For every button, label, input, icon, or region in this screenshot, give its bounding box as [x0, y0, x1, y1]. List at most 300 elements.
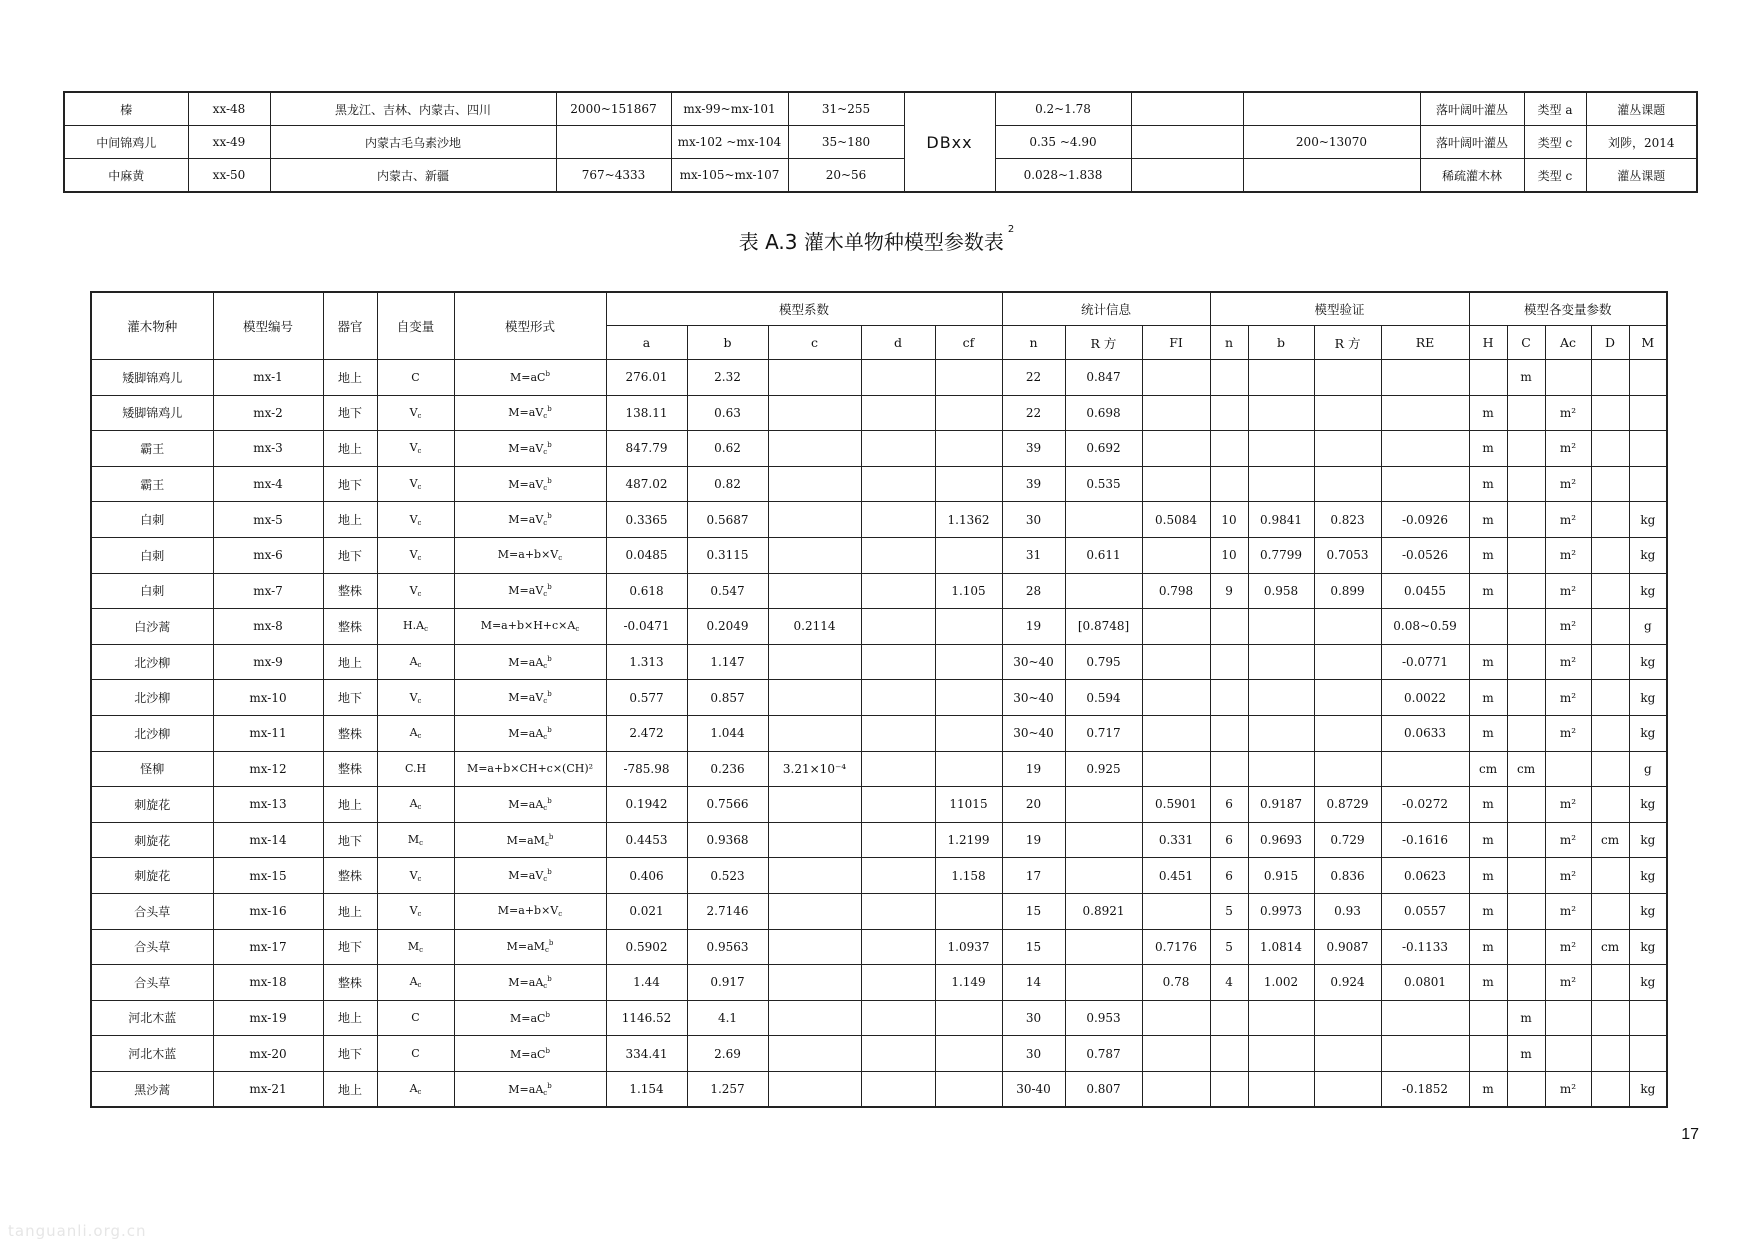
table-cell [1381, 751, 1469, 787]
table-cell: 0.3115 [687, 537, 768, 573]
table-cell: 矮脚锦鸡儿 [91, 395, 213, 431]
table-cell [1591, 609, 1629, 645]
table-cell [1591, 395, 1629, 431]
table-cell [861, 395, 935, 431]
table-cell: $M=aV_c^b$ [454, 573, 606, 609]
table-cell [1381, 431, 1469, 467]
table-cell [1507, 822, 1545, 858]
table-cell: $M=a+b\times H+c\times A_c$ [454, 609, 606, 645]
table-cell: $M=aA_c^b$ [454, 965, 606, 1001]
table-cell: 0.9563 [687, 929, 768, 965]
table-cell: 0.0557 [1381, 893, 1469, 929]
table-cell: m [1469, 929, 1507, 965]
table-cell: g [1629, 609, 1667, 645]
header-organ: 器官 [323, 292, 377, 360]
table-cell: 1.158 [935, 858, 1002, 894]
table-cell [1065, 929, 1142, 965]
cell-range-2: 0.2~1.78 [995, 92, 1131, 126]
table-cell: $M=aM_c^b$ [454, 929, 606, 965]
table-cell [1065, 822, 1142, 858]
table-cell: 1.147 [687, 644, 768, 680]
table-cell: mx-12 [213, 751, 323, 787]
table-cell: 15 [1002, 929, 1065, 965]
table-cell: 0.577 [606, 680, 687, 716]
table-cell: 4 [1210, 965, 1248, 1001]
table-cell [861, 609, 935, 645]
table-cell: 黑沙蒿 [91, 1071, 213, 1107]
table-cell: mx-15 [213, 858, 323, 894]
table-cell: mx-18 [213, 965, 323, 1001]
table-cell: 0.618 [606, 573, 687, 609]
table-cell [1591, 573, 1629, 609]
table-cell [1248, 609, 1314, 645]
table-cell: kg [1629, 644, 1667, 680]
table-cell [1507, 787, 1545, 823]
table-cell: 合头草 [91, 929, 213, 965]
table-cell [768, 680, 861, 716]
table-cell: 28 [1002, 573, 1065, 609]
table-cell: C [377, 1036, 454, 1072]
table-cell: 10 [1210, 537, 1248, 573]
table-cell: $H.A_c$ [377, 609, 454, 645]
table-cell [1629, 431, 1667, 467]
table-cell: 30~40 [1002, 715, 1065, 751]
table-cell: $M=aV_c^b$ [454, 858, 606, 894]
table-cell: 0.692 [1065, 431, 1142, 467]
table-cell: 1.313 [606, 644, 687, 680]
table-cell [768, 537, 861, 573]
table-cell: 北沙柳 [91, 644, 213, 680]
table-row [91, 466, 1667, 502]
table-cell [861, 466, 935, 502]
table-cell: $A_c$ [377, 787, 454, 823]
cell-model-range: mx-102 ~mx-104 [671, 126, 788, 159]
table-cell [935, 644, 1002, 680]
table-cell: 0.5687 [687, 502, 768, 538]
table-cell: 0.594 [1065, 680, 1142, 716]
table-cell: $M=aM_c^b$ [454, 822, 606, 858]
table-cell: 白刺 [91, 573, 213, 609]
table-cell: 0.915 [1248, 858, 1314, 894]
cell-region: 内蒙古、新疆 [270, 159, 556, 193]
table-cell: m² [1545, 395, 1591, 431]
subheader-12: H [1469, 326, 1507, 360]
table-cell [768, 431, 861, 467]
table-cell [1507, 395, 1545, 431]
table-row [91, 858, 1667, 894]
table-cell: $M=aC^b$ [454, 1000, 606, 1036]
table-cell: 0.958 [1248, 573, 1314, 609]
table-cell: m [1469, 680, 1507, 716]
table-cell: 22 [1002, 395, 1065, 431]
table-cell: mx-8 [213, 609, 323, 645]
table-cell: 2.69 [687, 1036, 768, 1072]
table-cell: -0.1616 [1381, 822, 1469, 858]
table-cell: 0.82 [687, 466, 768, 502]
table-cell: 刺旋花 [91, 787, 213, 823]
table-cell: -0.0771 [1381, 644, 1469, 680]
table-cell: 1.044 [687, 715, 768, 751]
table-cell: 847.79 [606, 431, 687, 467]
table-cell [935, 1000, 1002, 1036]
table-cell: 15 [1002, 893, 1065, 929]
table-cell: 1.1362 [935, 502, 1002, 538]
table-cell [1381, 466, 1469, 502]
subheader-11: RE [1381, 326, 1469, 360]
table-cell: 整株 [323, 715, 377, 751]
table-cell: 地下 [323, 537, 377, 573]
table-cell [935, 360, 1002, 396]
table-cell [1314, 1071, 1381, 1107]
cell-class-type: 类型 c [1524, 159, 1586, 193]
table-cell [1507, 644, 1545, 680]
table-cell: 30 [1002, 502, 1065, 538]
table-row [91, 1071, 1667, 1107]
cell-source: 灌丛课题 [1586, 159, 1697, 193]
table-cell: $V_c$ [377, 466, 454, 502]
table-cell: 地上 [323, 787, 377, 823]
table-cell [1142, 751, 1210, 787]
subheader-6: R 方 [1065, 326, 1142, 360]
table-cell: mx-21 [213, 1071, 323, 1107]
header-variable: 自变量 [377, 292, 454, 360]
table-cell: $A_c$ [377, 715, 454, 751]
cell-dbxx: DBxx [904, 92, 995, 192]
table-cell: m² [1545, 715, 1591, 751]
table-cell [1591, 893, 1629, 929]
table-cell [768, 929, 861, 965]
table-cell [1469, 1000, 1507, 1036]
table-cell: -0.0471 [606, 609, 687, 645]
table-cell: 0.787 [1065, 1036, 1142, 1072]
table-cell: 5 [1210, 893, 1248, 929]
table-title-footnote-mark: 2 [1007, 224, 1015, 235]
table-cell [768, 466, 861, 502]
table-cell: 0.925 [1065, 751, 1142, 787]
table-cell [1248, 1071, 1314, 1107]
table-cell [1248, 431, 1314, 467]
table-cell: 0.8729 [1314, 787, 1381, 823]
table-cell [1314, 1000, 1381, 1036]
table-cell [935, 537, 1002, 573]
table-cell [1065, 787, 1142, 823]
table-cell [1507, 858, 1545, 894]
table-cell: 0.0801 [1381, 965, 1469, 1001]
continuation-row [64, 159, 1697, 193]
table-cell [1591, 715, 1629, 751]
table-cell: 0.523 [687, 858, 768, 894]
table-cell: 11015 [935, 787, 1002, 823]
table-cell: 1.105 [935, 573, 1002, 609]
table-cell: 0.7176 [1142, 929, 1210, 965]
table-cell: 河北木蓝 [91, 1000, 213, 1036]
table-cell: 0.08~0.59 [1381, 609, 1469, 645]
table-cell: mx-1 [213, 360, 323, 396]
table-cell: 地下 [323, 822, 377, 858]
table-cell: 地上 [323, 431, 377, 467]
table-cell [935, 431, 1002, 467]
table-cell [768, 395, 861, 431]
table-cell: kg [1629, 715, 1667, 751]
table-cell [1248, 715, 1314, 751]
table-cell [1210, 466, 1248, 502]
table-cell: 276.01 [606, 360, 687, 396]
table-cell [1507, 573, 1545, 609]
table-cell: $M_c$ [377, 929, 454, 965]
table-cell: mx-10 [213, 680, 323, 716]
header-variable-units: 模型各变量参数 [1469, 292, 1667, 326]
table-cell: 2.472 [606, 715, 687, 751]
table-cell: m² [1545, 573, 1591, 609]
table-cell [1314, 431, 1381, 467]
table-cell [768, 893, 861, 929]
table-row [91, 431, 1667, 467]
table-cell: 6 [1210, 822, 1248, 858]
table-cell [1210, 360, 1248, 396]
table-cell [1065, 858, 1142, 894]
continuation-table [63, 91, 1698, 193]
table-cell [1629, 1036, 1667, 1072]
table-cell [1381, 395, 1469, 431]
table-cell: $M=aA_c^b$ [454, 715, 606, 751]
table-cell: 14 [1002, 965, 1065, 1001]
cell-code: xx-50 [188, 159, 270, 193]
table-cell: 10 [1210, 502, 1248, 538]
table-cell [1142, 680, 1210, 716]
subheader-5: n [1002, 326, 1065, 360]
table-cell [1210, 1036, 1248, 1072]
table-cell [1065, 573, 1142, 609]
table-cell [1248, 1036, 1314, 1072]
table-row [91, 609, 1667, 645]
table-cell: 0.795 [1065, 644, 1142, 680]
table-cell [768, 965, 861, 1001]
table-cell [1591, 680, 1629, 716]
table-cell [935, 1071, 1002, 1107]
table-cell [1314, 680, 1381, 716]
table-cell: 霸王 [91, 431, 213, 467]
table-cell [935, 715, 1002, 751]
table-cell: 0.5084 [1142, 502, 1210, 538]
table-cell: 白沙蒿 [91, 609, 213, 645]
table-cell: 2.7146 [687, 893, 768, 929]
table-cell: -0.1852 [1381, 1071, 1469, 1107]
table-cell: 0.9973 [1248, 893, 1314, 929]
table-cell: 0.847 [1065, 360, 1142, 396]
table-cell: 0.451 [1142, 858, 1210, 894]
table-cell [1591, 965, 1629, 1001]
table-cell [1469, 1036, 1507, 1072]
table-cell [861, 431, 935, 467]
cell-col9 [1131, 126, 1243, 159]
table-cell: 0.9087 [1314, 929, 1381, 965]
table-row [91, 751, 1667, 787]
table-cell: 地上 [323, 1071, 377, 1107]
table-cell [1314, 644, 1381, 680]
table-cell: mx-11 [213, 715, 323, 751]
table-cell [1248, 680, 1314, 716]
table-cell: $M_c$ [377, 822, 454, 858]
table-row [91, 715, 1667, 751]
subheader-9: b [1248, 326, 1314, 360]
table-cell: 0.899 [1314, 573, 1381, 609]
table-cell: C [377, 360, 454, 396]
table-cell: 30~40 [1002, 644, 1065, 680]
table-cell [1545, 1000, 1591, 1036]
table-cell [1210, 1071, 1248, 1107]
table-cell: 整株 [323, 858, 377, 894]
table-cell: 0.9368 [687, 822, 768, 858]
table-cell: kg [1629, 858, 1667, 894]
table-cell [1210, 609, 1248, 645]
table-cell [861, 502, 935, 538]
table-cell: m² [1545, 965, 1591, 1001]
table-cell: $A_c$ [377, 965, 454, 1001]
table-cell: 0.2049 [687, 609, 768, 645]
table-cell: 0.698 [1065, 395, 1142, 431]
table-cell [1591, 1000, 1629, 1036]
subheader-10: R 方 [1314, 326, 1381, 360]
table-cell: mx-19 [213, 1000, 323, 1036]
table-cell: 白刺 [91, 502, 213, 538]
table-cell: -0.0272 [1381, 787, 1469, 823]
table-cell: $V_c$ [377, 431, 454, 467]
cell-range-1 [556, 126, 671, 159]
table-cell: 0.7566 [687, 787, 768, 823]
table-cell [1142, 1071, 1210, 1107]
table-cell: 3.21×10⁻⁴ [768, 751, 861, 787]
table-cell: kg [1629, 822, 1667, 858]
table-cell [768, 787, 861, 823]
table-cell: 地上 [323, 1000, 377, 1036]
table-cell: 487.02 [606, 466, 687, 502]
table-cell [1591, 1036, 1629, 1072]
subheader-15: D [1591, 326, 1629, 360]
table-cell: -0.0926 [1381, 502, 1469, 538]
table-cell [1591, 751, 1629, 787]
table-cell: kg [1629, 893, 1667, 929]
table-cell: 1.257 [687, 1071, 768, 1107]
table-cell: g [1629, 751, 1667, 787]
table-cell: 0.331 [1142, 822, 1210, 858]
subheader-8: n [1210, 326, 1248, 360]
table-cell [935, 680, 1002, 716]
table-cell: $A_c$ [377, 1071, 454, 1107]
cell-source: 刘陟，2014 [1586, 126, 1697, 159]
table-cell: 0.5901 [1142, 787, 1210, 823]
table-cell [1065, 502, 1142, 538]
table-cell: 0.798 [1142, 573, 1210, 609]
table-cell [1591, 787, 1629, 823]
table-cell: 地下 [323, 1036, 377, 1072]
table-cell: mx-7 [213, 573, 323, 609]
table-cell: m² [1545, 502, 1591, 538]
table-cell: 霸王 [91, 466, 213, 502]
cell-region: 内蒙古毛乌素沙地 [270, 126, 556, 159]
table-cell: $V_c$ [377, 858, 454, 894]
table-cell: 0.535 [1065, 466, 1142, 502]
table-cell [1629, 1000, 1667, 1036]
table-cell: [0.8748] [1065, 609, 1142, 645]
table-cell [768, 573, 861, 609]
table-cell [1591, 431, 1629, 467]
table-cell [768, 1000, 861, 1036]
table-cell: mx-3 [213, 431, 323, 467]
table-cell [1248, 1000, 1314, 1036]
table-cell: mx-5 [213, 502, 323, 538]
table-cell: $V_c$ [377, 502, 454, 538]
table-cell: 1.002 [1248, 965, 1314, 1001]
cell-code: xx-49 [188, 126, 270, 159]
table-cell: 1.0937 [935, 929, 1002, 965]
table-cell: 0.406 [606, 858, 687, 894]
cell-source: 灌丛课题 [1586, 92, 1697, 126]
table-cell: mx-14 [213, 822, 323, 858]
table-cell [768, 1036, 861, 1072]
table-cell: 0.8921 [1065, 893, 1142, 929]
cell-col9 [1131, 92, 1243, 126]
table-cell [1142, 893, 1210, 929]
table-cell: m [1469, 1071, 1507, 1107]
table-cell [768, 822, 861, 858]
table-cell: m² [1545, 431, 1591, 467]
table-cell: 地下 [323, 680, 377, 716]
table-row [91, 395, 1667, 431]
table-cell [935, 609, 1002, 645]
table-cell: 30 [1002, 1000, 1065, 1036]
table-cell: m² [1545, 537, 1591, 573]
table-cell: $V_c$ [377, 395, 454, 431]
table-cell: $V_c$ [377, 537, 454, 573]
table-row [91, 573, 1667, 609]
table-cell: m² [1545, 644, 1591, 680]
table-cell: 0.2114 [768, 609, 861, 645]
table-cell: $M=a+b\times V_c$ [454, 537, 606, 573]
table-cell: 0.9187 [1248, 787, 1314, 823]
table-cell: 怪柳 [91, 751, 213, 787]
cell-class-type: 类型 c [1524, 126, 1586, 159]
table-cell [1507, 431, 1545, 467]
table-cell [1629, 360, 1667, 396]
table-cell: $M=aV_c^b$ [454, 502, 606, 538]
table-cell: 19 [1002, 751, 1065, 787]
table-cell: 17 [1002, 858, 1065, 894]
table-cell [935, 893, 1002, 929]
table-title-text: 表 A.3 灌木单物种模型参数表 [738, 230, 1004, 254]
table-row [91, 1036, 1667, 1072]
table-row [91, 680, 1667, 716]
table-cell: mx-16 [213, 893, 323, 929]
table-cell: 0.5902 [606, 929, 687, 965]
table-cell: cm [1469, 751, 1507, 787]
table-cell [1591, 360, 1629, 396]
table-cell [1591, 1071, 1629, 1107]
table-cell: -0.0526 [1381, 537, 1469, 573]
table-cell [861, 360, 935, 396]
table-cell: m [1469, 573, 1507, 609]
cell-range-3 [1243, 159, 1420, 193]
model-parameter-table [90, 291, 1668, 1108]
table-cell [1142, 395, 1210, 431]
table-cell [861, 537, 935, 573]
table-cell: 0.729 [1314, 822, 1381, 858]
table-cell: 0.717 [1065, 715, 1142, 751]
table-cell: C [377, 1000, 454, 1036]
table-cell [935, 395, 1002, 431]
table-cell [1314, 715, 1381, 751]
table-cell: kg [1629, 1071, 1667, 1107]
header-species: 灌木物种 [91, 292, 213, 360]
